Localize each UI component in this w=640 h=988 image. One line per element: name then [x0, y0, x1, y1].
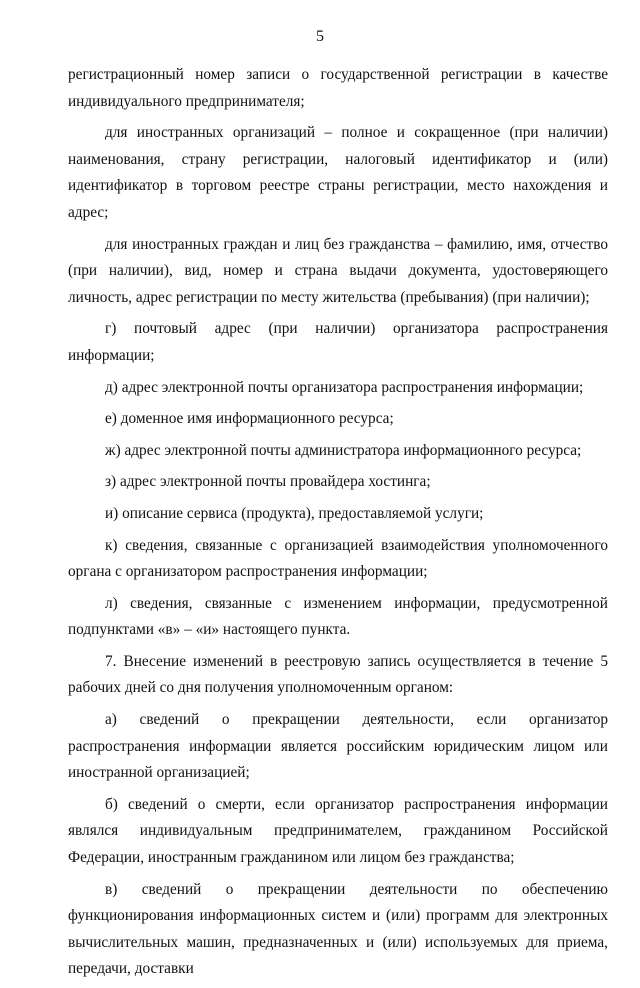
paragraph-foreign-organizations: для иностранных организаций – полное и сокращенное (при наличии) наименования, страну регистрации, налоговый идентификатор и (или) идентификатор в торговом реестре страны регистрации, место нахождения и адрес;	[68, 124, 608, 221]
paragraph-item-zh: ж) адрес электронной почты администратора информационного ресурса;	[105, 441, 582, 459]
paragraph-item-l: л) сведения, связанные с изменением информации, предусмотренной подпунктами «в» – «и» настоящего пункта.	[68, 594, 608, 639]
paragraph-item-z: з) адрес электронной почты провайдера хостинга;	[105, 473, 431, 491]
page-number: 5	[316, 28, 324, 45]
paragraph-item-b: б) сведений о смерти, если организатор распространения информации являлся индивидуальным предпринимателем, гражданином Российской Федерации, иностранным гражданином или лицом без гражданства;	[68, 795, 608, 867]
paragraph-item-a: а) сведений о прекращении деятельности, если организатор распространения информации является российским юридическим лицом или иностранной организацией;	[68, 711, 608, 782]
paragraph-item-i: и) описание сервиса (продукта), предоставляемой услуги;	[105, 504, 484, 522]
paragraph-registration-number: регистрационный номер записи о государственной регистрации в качестве индивидуального предпринимателя;	[68, 66, 608, 110]
paragraph-item-d: д) адрес электронной почты организатора распространения информации;	[105, 378, 584, 396]
paragraph-item-v: в) сведений о прекращении деятельности по обеспечению функционирования информационных систем и (или) программ для электронных вычислительных машин, предназначенных и (или) используемых для приема, передачи, доставки	[68, 880, 608, 978]
paragraph-section-7: 7. Внесение изменений в реестровую запись осуществляется в течение 5 рабочих дней со дня получения уполномоченным органом:	[68, 652, 608, 697]
paragraph-item-k: к) сведения, связанные с организацией взаимодействия уполномоченного органа с организатором распространения информации;	[68, 536, 608, 581]
paragraph-foreign-citizens: для иностранных граждан и лиц без гражданства – фамилию, имя, отчество (при наличии), вид, номер и страна выдачи документа, удостоверяющего личность, адрес регистрации по месту жительства (пребывания) (при наличии);	[68, 235, 608, 306]
paragraph-item-g: г) почтовый адрес (при наличии) организатора распространения информации;	[68, 320, 608, 364]
document-body	[68, 62, 608, 988]
paragraph-item-e: е) доменное имя информационного ресурса;	[105, 410, 394, 428]
